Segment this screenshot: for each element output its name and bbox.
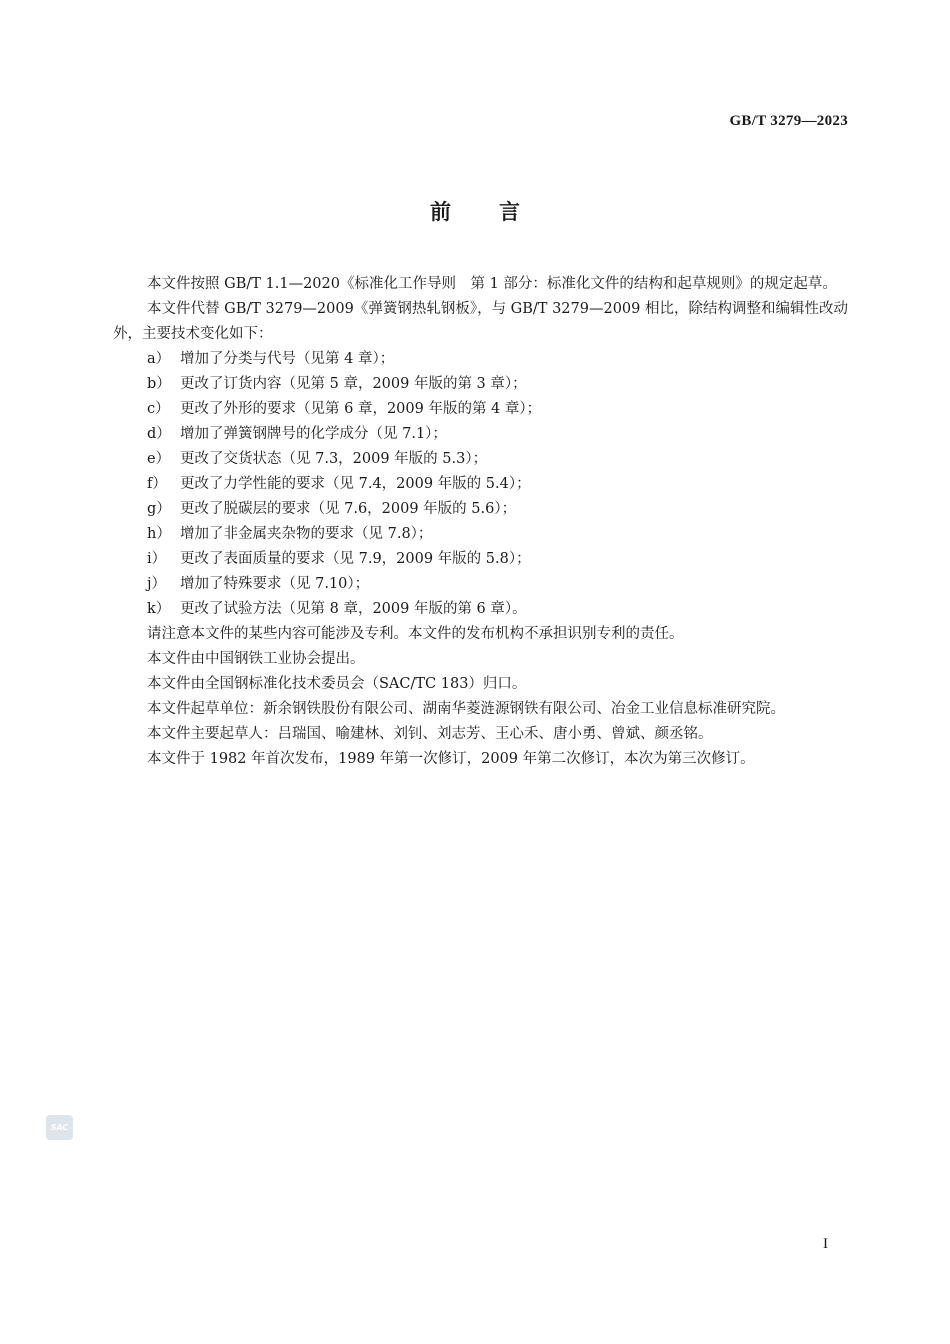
list-item (113, 372, 850, 397)
paragraph-drafting-rules: 本文件按照 GB/T 1.1—2020《标准化工作导则 第 1 部分：标准化文件的结构和起草规则》的规定起草。 (147, 276, 837, 292)
document-body (113, 272, 850, 772)
list-item-label: d） (147, 426, 171, 442)
list-item (113, 347, 850, 372)
list-item-label: k） (147, 601, 171, 617)
page-number: I (823, 1236, 828, 1252)
list-item-label: g） (147, 501, 171, 517)
paragraph-proposer: 本文件由中国钢铁工业协会提出。 (147, 651, 365, 667)
paragraph-drafting-units: 本文件起草单位：新余钢铁股份有限公司、湖南华菱涟源钢铁有限公司、冶金工业信息标准研究院。 (147, 701, 785, 717)
page-title: 前言 (430, 200, 568, 224)
paragraph-committee: 本文件由全国钢标准化技术委员会（SAC/TC 183）归口。 (147, 676, 527, 692)
list-item-label: j） (147, 576, 166, 592)
list-item-text: 更改了外形的要求（见第 6 章，2009 年版的第 4 章）； (180, 401, 542, 417)
list-item-text: 更改了表面质量的要求（见 7.9，2009 年版的 5.8）； (180, 551, 531, 567)
list-item-text: 更改了试验方法（见第 8 章，2009 年版的第 6 章）。 (180, 601, 527, 617)
changes-list (113, 347, 850, 622)
list-item-text: 更改了力学性能的要求（见 7.4，2009 年版的 5.4）； (180, 476, 531, 492)
list-item-label: b） (147, 376, 171, 392)
list-item-label: e） (147, 451, 171, 467)
list-item-label: f） (147, 476, 167, 492)
list-item (113, 547, 850, 572)
list-item-text: 增加了弹簧钢牌号的化学成分（见 7.1）； (180, 426, 447, 442)
list-item (113, 572, 850, 597)
list-item-label: i） (147, 551, 167, 567)
list-item-label: h） (147, 526, 171, 542)
list-item (113, 497, 850, 522)
list-item-text: 增加了分类与代号（见第 4 章）； (180, 351, 395, 367)
list-item-text: 增加了非金属夹杂物的要求（见 7.8）； (180, 526, 433, 542)
paragraph-drafters: 本文件主要起草人：吕瑞国、喻建林、刘钊、刘志芳、王心禾、唐小勇、曾斌、颜丞铭。 (147, 726, 713, 742)
list-item-label: a） (147, 351, 171, 367)
standard-number: GB/T 3279—2023 (729, 113, 848, 129)
list-item-text: 更改了脱碳层的要求（见 7.6，2009 年版的 5.6）； (180, 501, 517, 517)
list-item-label: c） (147, 401, 170, 417)
list-item-text: 更改了订货内容（见第 5 章，2009 年版的第 3 章）； (180, 376, 527, 392)
list-item (113, 397, 850, 422)
paragraph-replaces: 本文件代替 GB/T 3279—2009《弹簧钢热轧钢板》，与 GB/T 3279—2009 相比，除结构调整和编辑性改动外，主要技术变化如下： (113, 301, 848, 342)
list-item-text: 更改了交货状态（见 7.3，2009 年版的 5.3）； (180, 451, 488, 467)
paragraph-patent-notice: 请注意本文件的某些内容可能涉及专利。本文件的发布机构不承担识别专利的责任。 (147, 626, 684, 642)
list-item (113, 522, 850, 547)
list-item-text: 增加了特殊要求（见 7.10）； (180, 576, 370, 592)
paragraph-history: 本文件于 1982 年首次发布，1989 年第一次修订，2009 年第二次修订，本次为第三次修订。 (147, 751, 755, 767)
list-item (113, 597, 850, 622)
list-item (113, 472, 850, 497)
sac-watermark-icon: SAC (46, 1115, 73, 1140)
list-item (113, 422, 850, 447)
list-item (113, 447, 850, 472)
